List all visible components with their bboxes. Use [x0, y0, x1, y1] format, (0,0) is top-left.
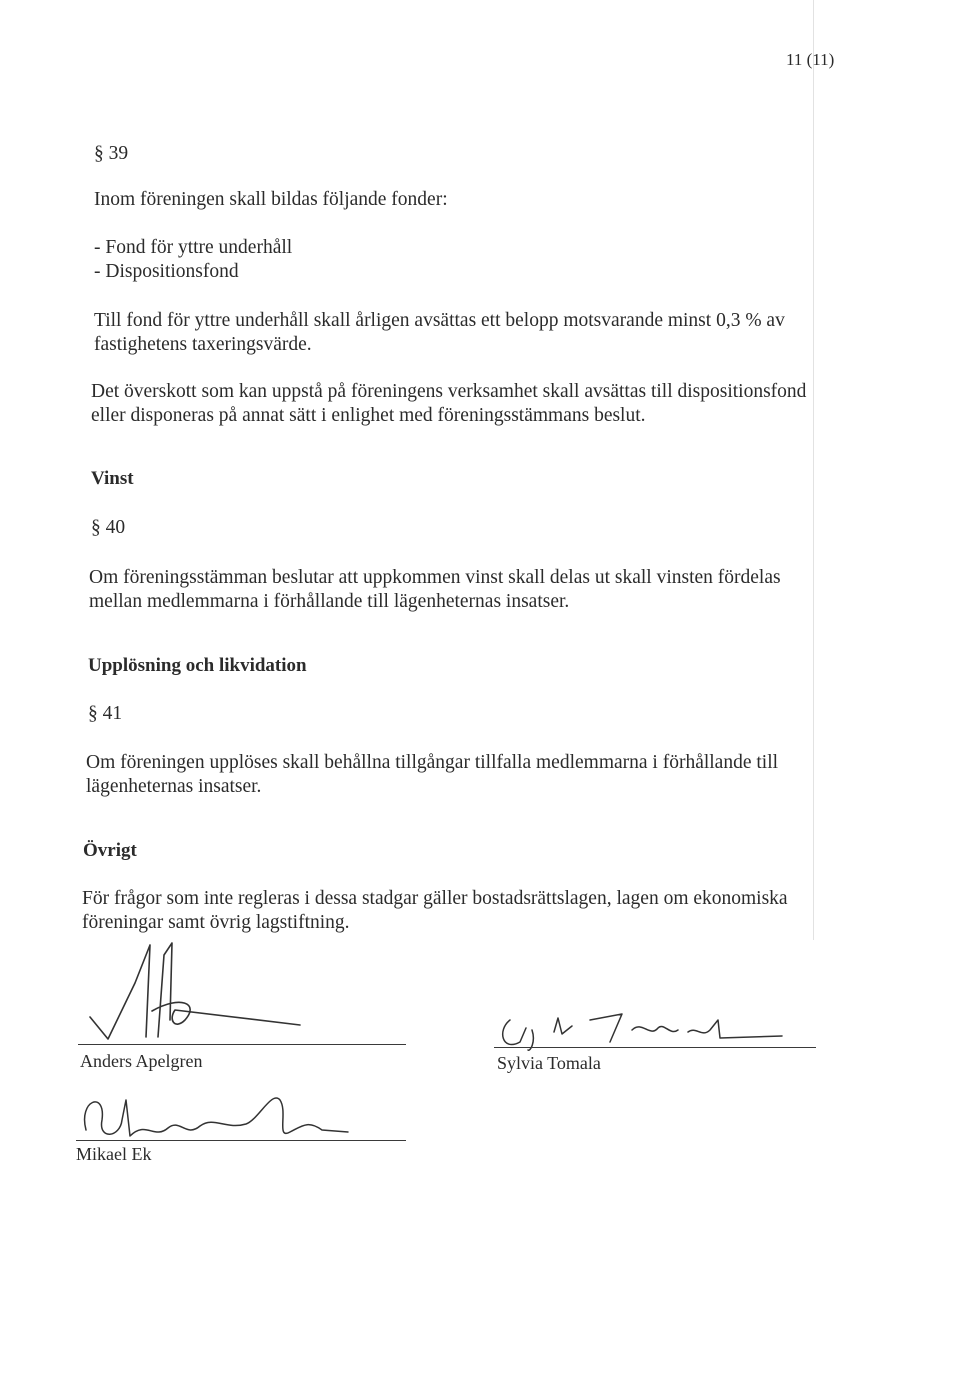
- fund-list-item: - Fond för yttre underhåll: [94, 237, 293, 258]
- section-41-paragraph: [86, 751, 778, 799]
- section-heading-ovrigt: Övrigt: [83, 840, 137, 861]
- paragraph-line: fastighetens taxeringsvärde.: [94, 334, 312, 355]
- paragraph-line: föreningar samt övrig lagstiftning.: [82, 912, 350, 933]
- signatory-name: Mikael Ek: [76, 1144, 152, 1164]
- paragraph-line: Till fond för yttre underhåll skall årligen avsättas ett belopp motsvarande minst 0,3 % av: [94, 310, 785, 331]
- signatory-name: Anders Apelgren: [80, 1051, 203, 1071]
- paragraph-line: För frågor som inte regleras i dessa stadgar gäller bostadsrättslagen, lagen om ekonomiska: [82, 888, 788, 909]
- scan-edge-line: [813, 0, 814, 940]
- signature-anders-apelgren: [80, 925, 320, 1055]
- paragraph-line: Om föreningen upplöses skall behållna tillgångar tillfalla medlemmarna i förhållande till: [86, 752, 779, 773]
- section-41-number: § 41: [88, 703, 123, 724]
- signatory-name: Sylvia Tomala: [497, 1053, 601, 1073]
- section-40-paragraph: [89, 566, 781, 614]
- page-number: 11 (11): [786, 50, 835, 69]
- paragraph-line: lägenheternas insatser.: [86, 776, 262, 797]
- paragraph-line: mellan medlemmarna i förhållande till lägenheternas insatser.: [89, 591, 570, 612]
- fund-list-item: - Dispositionsfond: [94, 261, 239, 282]
- section-39-paragraph-2: [91, 380, 806, 428]
- section-39-number: § 39: [94, 143, 129, 164]
- signature-line: [78, 1044, 406, 1045]
- signature-line: [494, 1047, 816, 1048]
- section-39-intro: Inom föreningen skall bildas följande fonder:: [94, 189, 448, 210]
- section-39-paragraph-1: [94, 309, 785, 357]
- section-heading-vinst: Vinst: [91, 468, 134, 489]
- fund-list: [94, 236, 292, 284]
- paragraph-line: eller disponeras på annat sätt i enlighet med föreningsstämmans beslut.: [91, 405, 646, 426]
- section-40-number: § 40: [91, 517, 126, 538]
- paragraph-line: Om föreningsstämman beslutar att uppkommen vinst skall delas ut skall vinsten fördelas: [89, 567, 781, 588]
- signature-line: [76, 1140, 406, 1141]
- paragraph-line: Det överskott som kan uppstå på föreningens verksamhet skall avsättas till dispositionsfond: [91, 381, 807, 402]
- section-heading-upplosning: Upplösning och likvidation: [88, 655, 307, 676]
- signature-sylvia-tomala: [492, 990, 792, 1060]
